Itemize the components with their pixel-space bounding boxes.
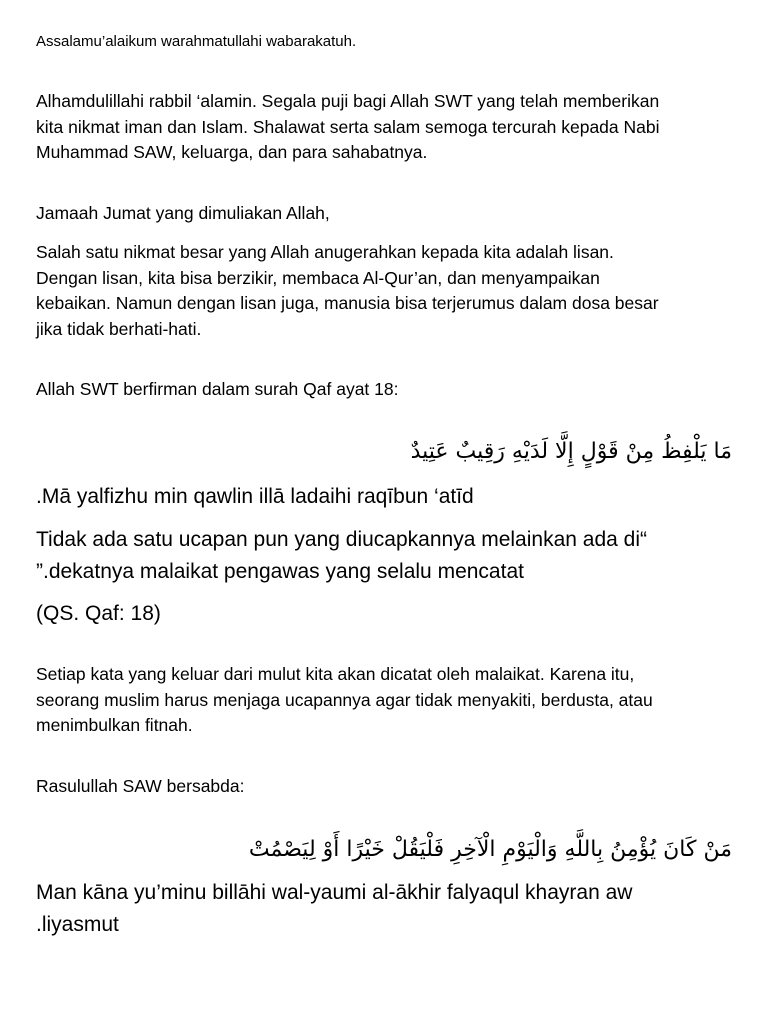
paragraf-penjelasan-baris: menimbulkan fitnah. xyxy=(36,715,193,735)
paragraf-pembuka-baris: Alhamdulillahi rabbil ‘alamin. Segala puji bagi Allah SWT yang telah memberikan xyxy=(36,91,660,111)
paragraf-penjelasan xyxy=(36,662,736,739)
paragraf-penjelasan-baris: Setiap kata yang keluar dari mulut kita akan dicatat oleh malaikat. Karena itu, xyxy=(36,664,635,684)
paragraf-penjelasan-baris: seorang muslim harus menjaga ucapannya agar tidak menyakiti, berdusta, atau xyxy=(36,689,653,710)
paragraf-pembuka-baris: Muhammad SAW, keluarga, dan para sahabatnya. xyxy=(36,142,428,162)
hadis-arab: مَنْ كَانَ يُؤْمِنُ بِاللَّهِ وَالْيَوْمِ الْآخِرِ فَلْيَقُلْ خَيْرًا أَوْ لِيَصْمُتْ xyxy=(248,837,732,862)
terjemahan-ayat-baris: Tidak ada satu ucapan pun yang diucapkannya melainkan ada di“ xyxy=(36,528,647,551)
salam-pembuka: Assalamu’alaikum warahmatullahi wabarakatuh. xyxy=(36,33,357,50)
paragraf-pembuka xyxy=(36,89,736,166)
hadis-latin xyxy=(36,877,736,941)
hadis-latin-baris: Man kāna yu’minu billāhi wal-yaumi al-ākhir falyaqul khayran aw xyxy=(36,881,633,904)
paragraf-lisan-baris: Dengan lisan, kita bisa berzikir, membaca Al-Qur’an, dan menyampaikan xyxy=(36,267,600,288)
hadis-latin-baris: .liyasmut xyxy=(36,913,119,936)
paragraf-lisan-baris: Salah satu nikmat besar yang Allah anugerahkan kepada kita adalah lisan. xyxy=(36,242,614,262)
pengantar-ayat: Allah SWT berfirman dalam surah Qaf ayat 18: xyxy=(36,379,399,399)
paragraf-pembuka-baris: kita nikmat iman dan Islam. Shalawat serta salam semoga tercurah kepada Nabi xyxy=(36,116,660,137)
terjemahan-ayat xyxy=(36,524,736,588)
terjemahan-ayat-baris: ”.dekatnya malaikat pengawas yang selalu mencatat xyxy=(36,560,524,583)
sapaan-jamaah: Jamaah Jumat yang dimuliakan Allah, xyxy=(36,203,330,223)
paragraf-lisan-baris: jika tidak berhati-hati. xyxy=(36,318,202,339)
ayat-latin: .Mā yalfizhu min qawlin illā ladaihi raqībun ‘atīd xyxy=(36,485,474,508)
ayat-arab: مَا يَلْفِظُ مِنْ قَوْلٍ إِلَّا لَدَيْهِ رَقِيبٌ عَتِيدٌ xyxy=(410,439,732,464)
paragraf-lisan xyxy=(36,240,736,342)
paragraf-lisan-baris: kebaikan. Namun dengan lisan juga, manusia bisa terjerumus dalam dosa besar xyxy=(36,293,659,313)
pengantar-hadis: Rasulullah SAW bersabda: xyxy=(36,776,245,796)
sumber-ayat: (QS. Qaf: 18) xyxy=(36,602,161,625)
